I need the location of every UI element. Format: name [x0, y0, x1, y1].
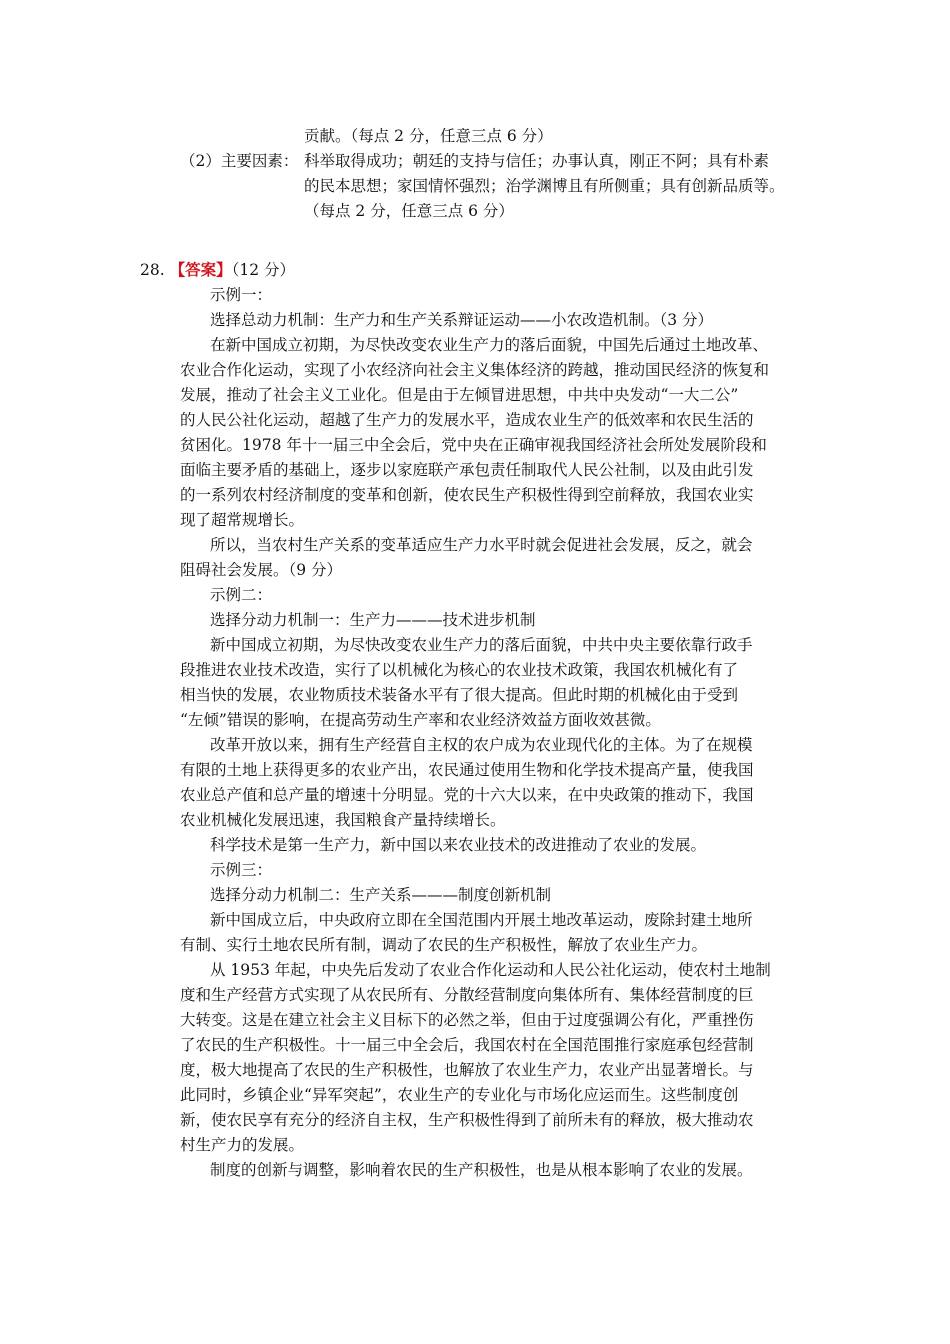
answer-tag: 【答案】 — [169, 260, 232, 279]
body-line: “左倾”错误的影响，在提高劳动生产率和农业经济效益方面收效甚微。 — [180, 711, 661, 729]
body-line: 选择总动力机制：生产力和生产关系辩证运动——小农改造机制。（3 分） — [210, 311, 714, 329]
question-number: 28. — [140, 261, 165, 279]
body-line: 现了超常规增长。 — [180, 511, 305, 529]
q27-part2-label: （2）主要因素： — [180, 152, 299, 170]
body-line: 制度的创新与调整，影响着农民的生产积极性，也是从根本影响了农业的发展。 — [210, 1161, 753, 1179]
body-line: 贫困化。1978 年十一届三中全会后，党中央在正确审视我国经济社会所处发展阶段和 — [180, 436, 767, 454]
body-line: 段推进农业技术改造，实行了以机械化为核心的农业技术政策，我国农机械化有了 — [180, 661, 739, 679]
body-line: 所以，当农村生产关系的变革适应生产力水平时就会促进社会发展，反之，就会 — [210, 536, 753, 554]
body-line: 科学技术是第一生产力，新中国以来农业技术的改进推动了农业的发展。 — [210, 836, 707, 854]
q27-part2-line-2: 的民本思想；家国情怀强烈；治学渊博且有所侧重；具有创新品质等。 — [304, 177, 785, 195]
score: （12 分） — [231, 261, 296, 279]
body-line: 发展，推动了社会主义工业化。但是由于左倾冒进思想，中共中央发动“一大二公” — [180, 386, 739, 404]
body-line: 此同时，乡镇企业“异军突起”，农业生产的专业化与市场化应运而生。这些制度创 — [180, 1086, 739, 1104]
q27-part2-line-3: （每点 2 分，任意三点 6 分） — [304, 202, 514, 220]
body-line: 选择分动力机制一：生产力———技术进步机制 — [210, 611, 536, 629]
body-line: 的一系列农村经济制度的变革和创新，使农民生产积极性得到空前释放，我国农业实 — [180, 486, 754, 504]
body-line: 阻碍社会发展。（9 分） — [180, 561, 343, 579]
body-line: 示例一： — [210, 286, 273, 304]
body-line: 改革开放以来，拥有生产经营自主权的农户成为农业现代化的主体。为了在规模 — [210, 736, 753, 754]
body-line: 示例二： — [210, 586, 273, 604]
body-line: 新中国成立后，中央政府立即在全国范围内开展土地改革运动，废除封建土地所 — [210, 911, 753, 929]
body-line: 度，极大地提高了农民的生产积极性，也解放了农业生产力，农业产出显著增长。与 — [180, 1061, 754, 1079]
body-line: 有制、实行土地农民所有制，调动了农民的生产积极性，解放了农业生产力。 — [180, 936, 708, 954]
body-line: 农业机械化发展迅速，我国粮食产量持续增长。 — [180, 811, 506, 829]
body-line: 面临主要矛盾的基础上，逐步以家庭联产承包责任制取代人民公社制，以及由此引发 — [180, 461, 754, 479]
body-line: 示例三： — [210, 861, 273, 879]
body-line: 相当快的发展，农业物质技术装备水平有了很大提高。但此时期的机械化由于受到 — [180, 686, 739, 704]
body-line: 有限的土地上获得更多的农业产出，农民通过使用生物和化学技术提高产量，使我国 — [180, 761, 754, 779]
q27-part2-line-1: 科举取得成功；朝廷的支持与信任；办事认真，刚正不阿；具有朴素 — [304, 152, 770, 170]
q28-heading — [140, 258, 295, 282]
q27-continuation-line: 贡献。（每点 2 分，任意三点 6 分） — [304, 127, 553, 145]
body-line: 的人民公社化运动，超越了生产力的发展水平，造成农业生产的低效率和农民生活的 — [180, 411, 754, 429]
body-line: 村生产力的发展。 — [180, 1136, 305, 1154]
body-line: 从 1953 年起，中央先后发动了农业合作化运动和人民公社化运动，使农村土地制 — [210, 961, 771, 979]
body-line: 新中国成立初期，为尽快改变农业生产力的落后面貌，中共中央主要依靠行政手 — [210, 636, 753, 654]
body-line: 了农民的生产积极性。十一届三中全会后，我国农村在全国范围推行家庭承包经营制 — [180, 1036, 754, 1054]
body-line: 农业合作化运动，实现了小农经济向社会主义集体经济的跨越，推动国民经济的恢复和 — [180, 361, 770, 379]
body-line: 新，使农民享有充分的经济自主权，生产积极性得到了前所未有的释放，极大推动农 — [180, 1111, 754, 1129]
body-line: 大转变。这是在建立社会主义目标下的必然之举，但由于过度强调公有化，严重挫伤 — [180, 1011, 754, 1029]
body-line: 在新中国成立初期，为尽快改变农业生产力的落后面貌，中国先后通过土地改革、 — [210, 336, 769, 354]
body-line: 度和生产经营方式实现了从农民所有、分散经营制度向集体所有、集体经营制度的巨 — [180, 986, 754, 1004]
body-line: 选择分动力机制二：生产关系———制度创新机制 — [210, 886, 552, 904]
body-line: 农业总产值和总产量的增速十分明显。党的十六大以来，在中央政策的推动下，我国 — [180, 786, 754, 804]
